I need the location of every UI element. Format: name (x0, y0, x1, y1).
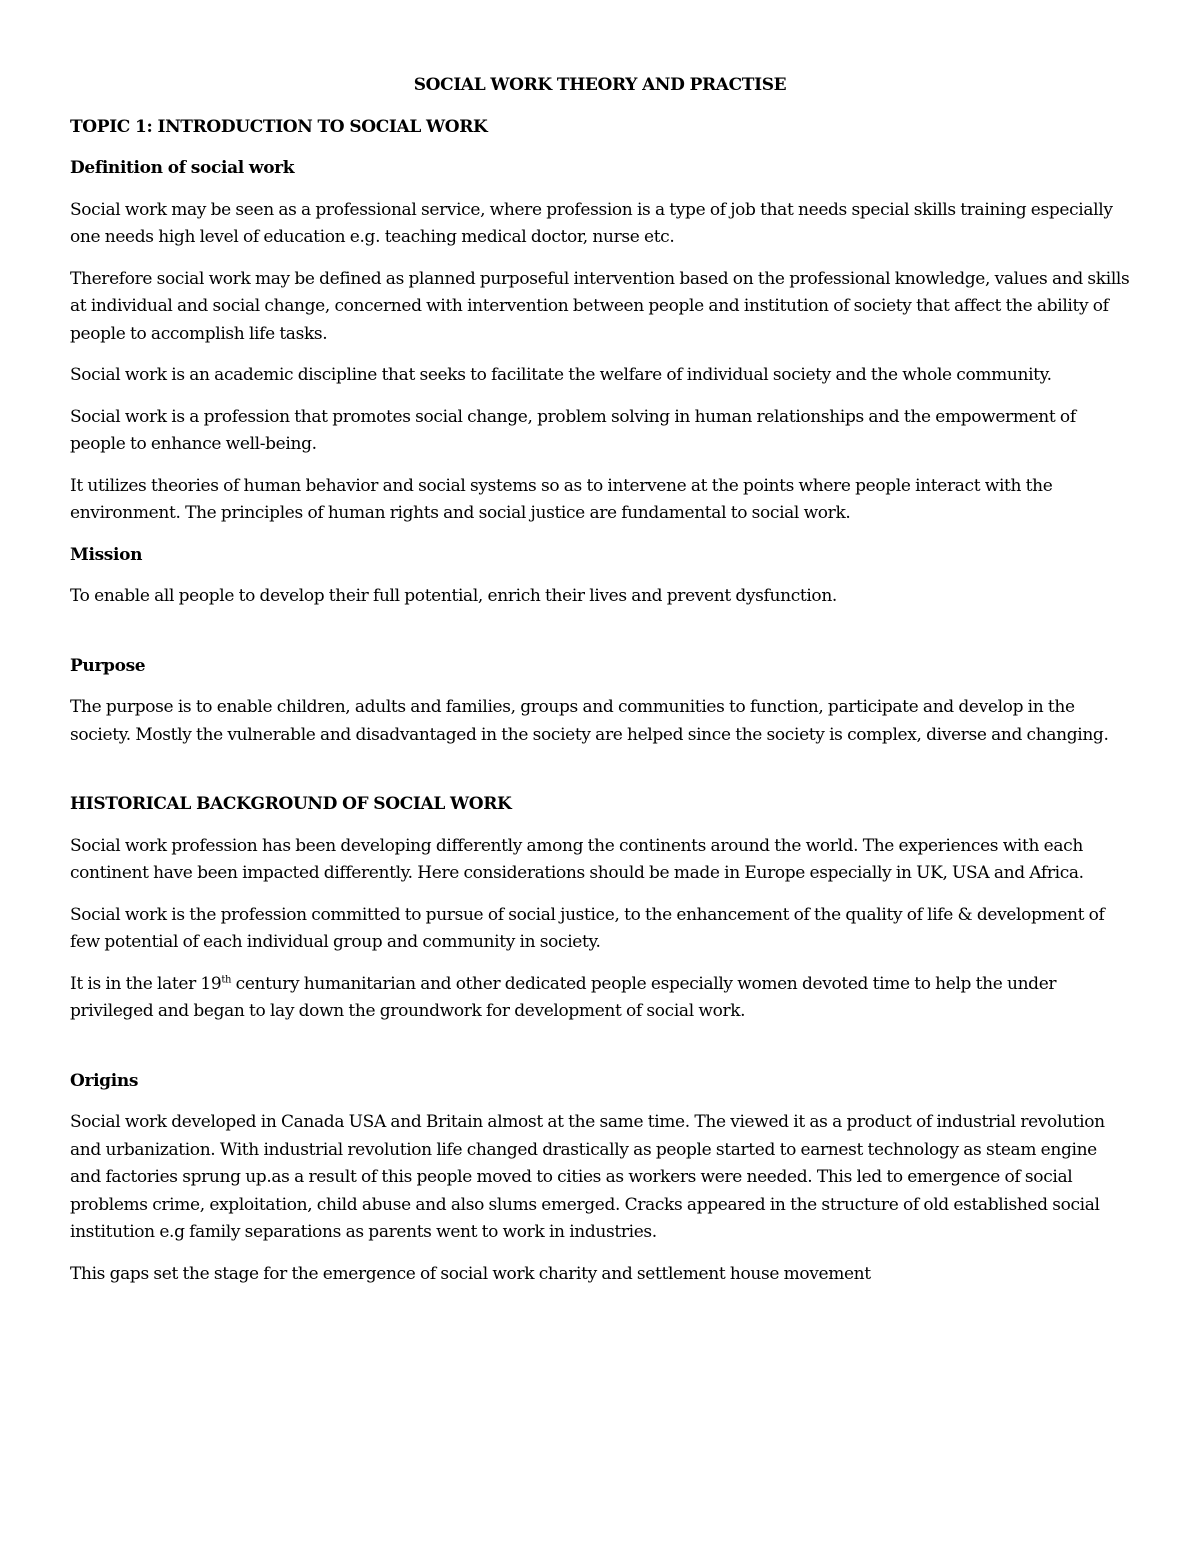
blank-line (70, 1040, 1130, 1068)
definition-paragraph: Social work may be seen as a professional service, where profession is a type of job that needs special skills training especially one needs high level of education e.g. teaching medical doctor, nurse etc. (70, 199, 1113, 247)
origins-paragraph: This gaps set the stage for the emergence of social work charity and settlement house movement (70, 1263, 871, 1284)
origins-paragraph: Social work developed in Canada USA and Britain almost at the same time. The viewed it as a product of industrial revolution and urbanization. With industrial revolution life changed drastically as people started to earnest technology as steam engine and factories sprung up.as a result of this people moved to cities as workers were needed. This led to emergence of social problems crime, exploitation, child abuse and also slums emerged. Cracks appeared in the structure of old established social institution e.g family separations as parents went to work in industries. (70, 1112, 1105, 1242)
mission-heading: Mission (70, 544, 143, 565)
mission-paragraph: To enable all people to develop their full potential, enrich their lives and prevent dysfunction. (70, 586, 837, 606)
blank-line (70, 763, 1130, 791)
topic-heading: TOPIC 1: INTRODUCTION TO SOCIAL WORK (70, 116, 488, 137)
purpose-heading: Purpose (70, 655, 146, 676)
document-page (70, 72, 1130, 1302)
history-paragraph (70, 971, 1130, 1026)
history-paragraph: Social work is the profession committed to pursue of social justice, to the enhancement of the quality of life & development of few potential of each individual group and community in society. (70, 904, 1105, 952)
definition-heading: Definition of social work (70, 158, 295, 178)
history-text-after: century humanitarian and other dedicated people especially women devoted time to help the under privileged and began to lay down the groundwork for development of social work. (70, 973, 1057, 1021)
history-heading: HISTORICAL BACKGROUND OF SOCIAL WORK (70, 794, 512, 814)
definition-paragraph: Social work is an academic discipline that seeks to facilitate the welfare of individual society and the whole community. (70, 365, 1052, 385)
definition-paragraph: Social work is a profession that promotes social change, problem solving in human relationships and the empowerment of people to enhance well-being. (70, 406, 1076, 454)
definition-paragraph: It utilizes theories of human behavior and social systems so as to intervene at the points where people interact with the environment. The principles of human rights and social justice are fundamental to social work. (70, 475, 1053, 523)
blank-line (70, 625, 1130, 653)
history-paragraph: Social work profession has been developing differently among the continents around the world. The experiences with each continent have been impacted differently. Here considerations should be made in Europe especially in UK, USA and Africa. (70, 835, 1084, 883)
history-text-before: It is in the later 19 (70, 973, 222, 994)
origins-heading: Origins (70, 1070, 139, 1091)
document-title: SOCIAL WORK THEORY AND PRACTISE (413, 75, 787, 95)
purpose-paragraph: The purpose is to enable children, adults and families, groups and communities to function, participate and develop in the society. Mostly the vulnerable and disadvantaged in the society are helped since the society is complex, diverse and changing. (70, 697, 1109, 745)
definition-paragraph: Therefore social work may be defined as planned purposeful intervention based on the professional knowledge, values and skills at individual and social change, concerned with intervention between people and institution of society that affect the ability of people to accomplish life tasks. (70, 268, 1130, 344)
ordinal-superscript: th (221, 973, 232, 985)
